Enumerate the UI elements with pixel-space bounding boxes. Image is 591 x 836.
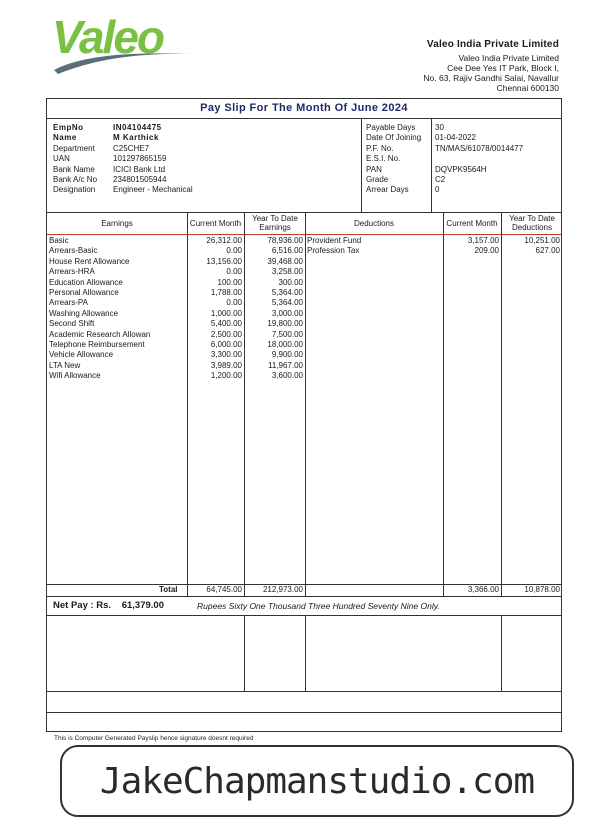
label: Date Of Joining bbox=[366, 133, 422, 143]
label: Arrear Days bbox=[366, 185, 409, 195]
table-cell: 1,200.00 bbox=[210, 371, 242, 381]
table-cell: Basic bbox=[49, 236, 69, 245]
watermark-text: JakeChapmanstudio.com bbox=[99, 760, 535, 802]
totals-divider bbox=[47, 596, 561, 597]
value: C25CHE7 bbox=[113, 143, 150, 153]
table-cell: 6,000.00 bbox=[210, 339, 242, 349]
table-cell: 3,300.00 bbox=[210, 350, 242, 360]
table-cell: 78,936.00 bbox=[267, 236, 303, 245]
table-cell: 5,364.00 bbox=[271, 298, 303, 308]
table-cell: 18,000.00 bbox=[267, 339, 303, 349]
value bbox=[435, 154, 523, 164]
table-cell: 3,258.00 bbox=[271, 267, 303, 277]
grid-line bbox=[47, 691, 561, 692]
company-name: Valeo India Private Limited bbox=[426, 39, 559, 50]
table-cell: 10,251.00 bbox=[524, 236, 560, 245]
label: E.S.I. No. bbox=[366, 154, 401, 164]
address-line: Chennai 600130 bbox=[496, 83, 559, 93]
table-cell: LTA New bbox=[49, 360, 81, 370]
table-cell: 2,500.00 bbox=[210, 329, 242, 339]
table-cell: Personal Allowance bbox=[49, 287, 119, 297]
table-cell: Telephone Reimbursement bbox=[49, 339, 145, 349]
total-deductions-ytd: 10,878.00 bbox=[524, 585, 560, 594]
col-header-deductions: Deductions bbox=[353, 218, 395, 228]
label: Department bbox=[53, 143, 95, 153]
table-cell: Arrears-HRA bbox=[49, 267, 95, 277]
table-cell: 0.00 bbox=[226, 267, 242, 277]
table-cell: 39,468.00 bbox=[267, 256, 303, 266]
table-cell: 5,364.00 bbox=[271, 287, 303, 297]
logo-text: Valeo bbox=[52, 11, 164, 63]
col-header-ytd-deductions: Year To Date Deductions bbox=[509, 214, 555, 232]
label: Name bbox=[53, 133, 77, 143]
table-cell: 0.00 bbox=[226, 246, 242, 256]
table-cell: House Rent Allowance bbox=[49, 256, 130, 266]
address-line: No. 63, Rajiv Gandhi Salai, Navallur bbox=[423, 73, 559, 83]
label: Designation bbox=[53, 185, 96, 195]
table-cell: 3,000.00 bbox=[271, 308, 303, 318]
table-cell: Wifi Allowance bbox=[49, 371, 101, 381]
valeo-logo bbox=[52, 10, 192, 74]
label: Bank A/c No bbox=[53, 175, 98, 185]
net-pay-amount: 61,379.00 bbox=[121, 600, 164, 611]
table-cell: 11,967.00 bbox=[268, 360, 303, 370]
deduction-current bbox=[445, 236, 499, 257]
value: Engineer - Mechanical bbox=[113, 185, 193, 195]
watermark-banner bbox=[60, 745, 574, 817]
label: Grade bbox=[366, 175, 389, 185]
label: EmpNo bbox=[53, 123, 84, 132]
divider bbox=[431, 119, 432, 212]
table-cell: 1,788.00 bbox=[210, 287, 242, 297]
value: C2 bbox=[435, 175, 446, 185]
table-cell: 26,312.00 bbox=[206, 236, 242, 245]
divider bbox=[361, 119, 362, 212]
col-header-current-month-ded: Current Month bbox=[446, 218, 498, 228]
column-divider bbox=[443, 212, 444, 597]
earnings-ytd bbox=[246, 236, 303, 381]
table-cell: Education Allowance bbox=[49, 277, 123, 287]
deduction-names bbox=[307, 236, 441, 257]
employee-info bbox=[47, 119, 561, 213]
value: 0 bbox=[435, 185, 440, 195]
label: PAN bbox=[366, 164, 382, 174]
column-divider bbox=[187, 212, 188, 597]
value: TN/MAS/61078/0014477 bbox=[435, 143, 524, 153]
earnings-current bbox=[189, 236, 242, 381]
value: ICICI Bank Ltd bbox=[113, 164, 166, 174]
table-cell: 3,989.00 bbox=[210, 360, 242, 370]
table-header bbox=[47, 212, 561, 235]
table-cell: 100.00 bbox=[217, 277, 242, 287]
employee-values bbox=[113, 123, 193, 196]
table-cell: Arrears-Basic bbox=[49, 246, 98, 256]
value: M Karthick bbox=[113, 133, 159, 143]
label: P.F. No. bbox=[366, 143, 394, 153]
table-cell: Profession Tax bbox=[307, 246, 360, 256]
table-cell: Second Shift bbox=[49, 319, 95, 329]
net-pay-label: Net Pay : Rs. bbox=[53, 600, 112, 611]
grid-line bbox=[47, 712, 561, 713]
table-cell: 9,900.00 bbox=[271, 350, 303, 360]
table-cell: 209.00 bbox=[474, 246, 499, 256]
table-cell: Arrears-PA bbox=[49, 298, 88, 308]
label: Bank Name bbox=[53, 164, 95, 174]
total-deductions-current: 3,366.00 bbox=[467, 585, 499, 594]
address-line: Valeo India Private Limited bbox=[458, 53, 559, 63]
value: 30 bbox=[435, 123, 444, 132]
col-header-earnings: Earnings bbox=[101, 218, 133, 228]
table-cell: Provident Fund bbox=[307, 236, 362, 245]
table-cell: 6,516.00 bbox=[271, 246, 303, 256]
table-cell: 5,400.00 bbox=[210, 319, 242, 329]
table-cell: 3,600.00 bbox=[271, 371, 303, 381]
value: DQVPK9564H bbox=[435, 164, 487, 174]
net-pay bbox=[53, 599, 164, 613]
value: 01-04-2022 bbox=[435, 133, 476, 143]
payslip-title: Pay Slip For The Month Of June 2024 bbox=[47, 99, 561, 119]
employee-values-right bbox=[435, 123, 523, 196]
grid-line bbox=[244, 615, 245, 691]
table-cell: Vehicle Allowance bbox=[49, 350, 114, 360]
employee-labels-right bbox=[366, 123, 421, 196]
table-cell: Academic Research Allowan bbox=[49, 329, 151, 339]
deduction-ytd bbox=[503, 236, 560, 257]
table-cell: Washing Allowance bbox=[49, 308, 119, 318]
payslip-box bbox=[46, 98, 562, 732]
grid-line bbox=[501, 615, 502, 691]
column-divider bbox=[305, 212, 306, 597]
footnote: This is Computer Generated Payslip hence signature doesnt required bbox=[54, 735, 254, 742]
table-cell: 7,500.00 bbox=[271, 329, 303, 339]
table-cell: 0.00 bbox=[226, 298, 242, 308]
table-cell: 13,156.00 bbox=[206, 256, 242, 266]
value: IN04104475 bbox=[113, 123, 162, 132]
label: UAN bbox=[53, 154, 70, 164]
value: 101297865159 bbox=[113, 154, 167, 164]
total-earnings-current: 64,745.00 bbox=[206, 585, 242, 594]
table-cell: 300.00 bbox=[278, 277, 303, 287]
earnings-names bbox=[49, 236, 185, 381]
col-header-ytd-earnings: Year To Date Earnings bbox=[252, 214, 298, 232]
value: 234801505944 bbox=[113, 175, 167, 185]
column-divider bbox=[501, 212, 502, 597]
table-cell: 627.00 bbox=[535, 246, 560, 256]
table-cell: 3,157.00 bbox=[467, 236, 499, 245]
address-line: Cee Dee Yes IT Park, Block I, bbox=[447, 63, 559, 73]
col-header-current-month: Current Month bbox=[189, 218, 242, 228]
totals-label: Total bbox=[159, 585, 178, 594]
total-earnings-ytd: 212,973.00 bbox=[262, 585, 303, 594]
table-cell: 1,000.00 bbox=[210, 308, 242, 318]
label: Payable Days bbox=[366, 123, 416, 132]
employee-labels bbox=[53, 123, 97, 196]
company-address-block bbox=[423, 40, 559, 93]
grid-line bbox=[305, 615, 306, 691]
net-pay-words: Rupees Sixty One Thousand Three Hundred Seventy Nine Only. bbox=[197, 601, 440, 611]
table-cell: 19,800.00 bbox=[267, 319, 303, 329]
divider bbox=[47, 615, 561, 616]
column-divider bbox=[244, 212, 245, 597]
